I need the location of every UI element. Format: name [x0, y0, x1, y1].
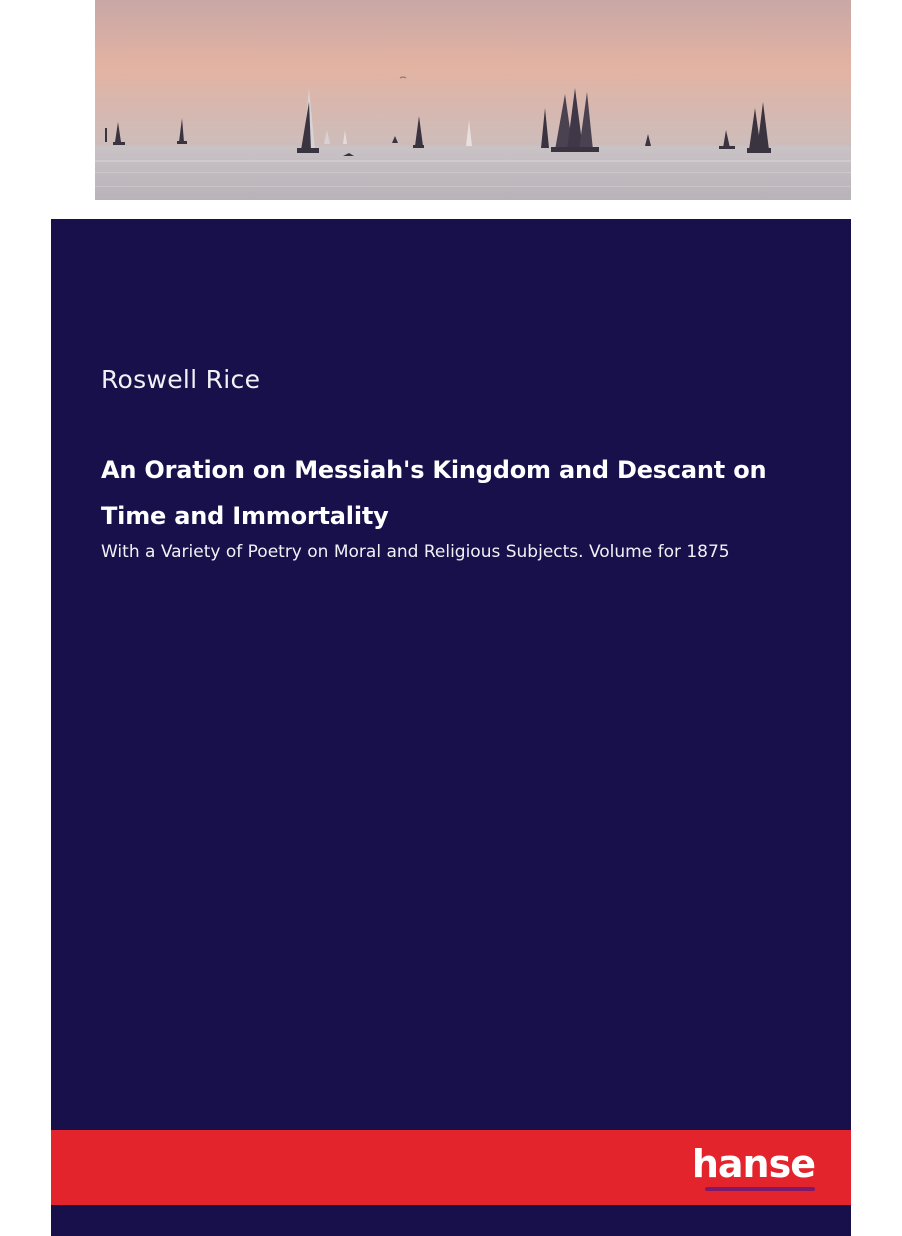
author-name: Roswell Rice [101, 365, 261, 394]
logo-underline [705, 1187, 815, 1191]
cover-panel [51, 219, 851, 1236]
publisher-band [51, 1130, 851, 1205]
publisher-logo: hanse [691, 1142, 815, 1186]
book-title: An Oration on Messiah's Kingdom and Descant on Time and Immortality [101, 456, 767, 530]
book-subtitle: With a Variety of Poetry on Moral and Religious Subjects. Volume for 1875 [101, 542, 730, 562]
cover-photo-tall-ships [95, 0, 851, 200]
